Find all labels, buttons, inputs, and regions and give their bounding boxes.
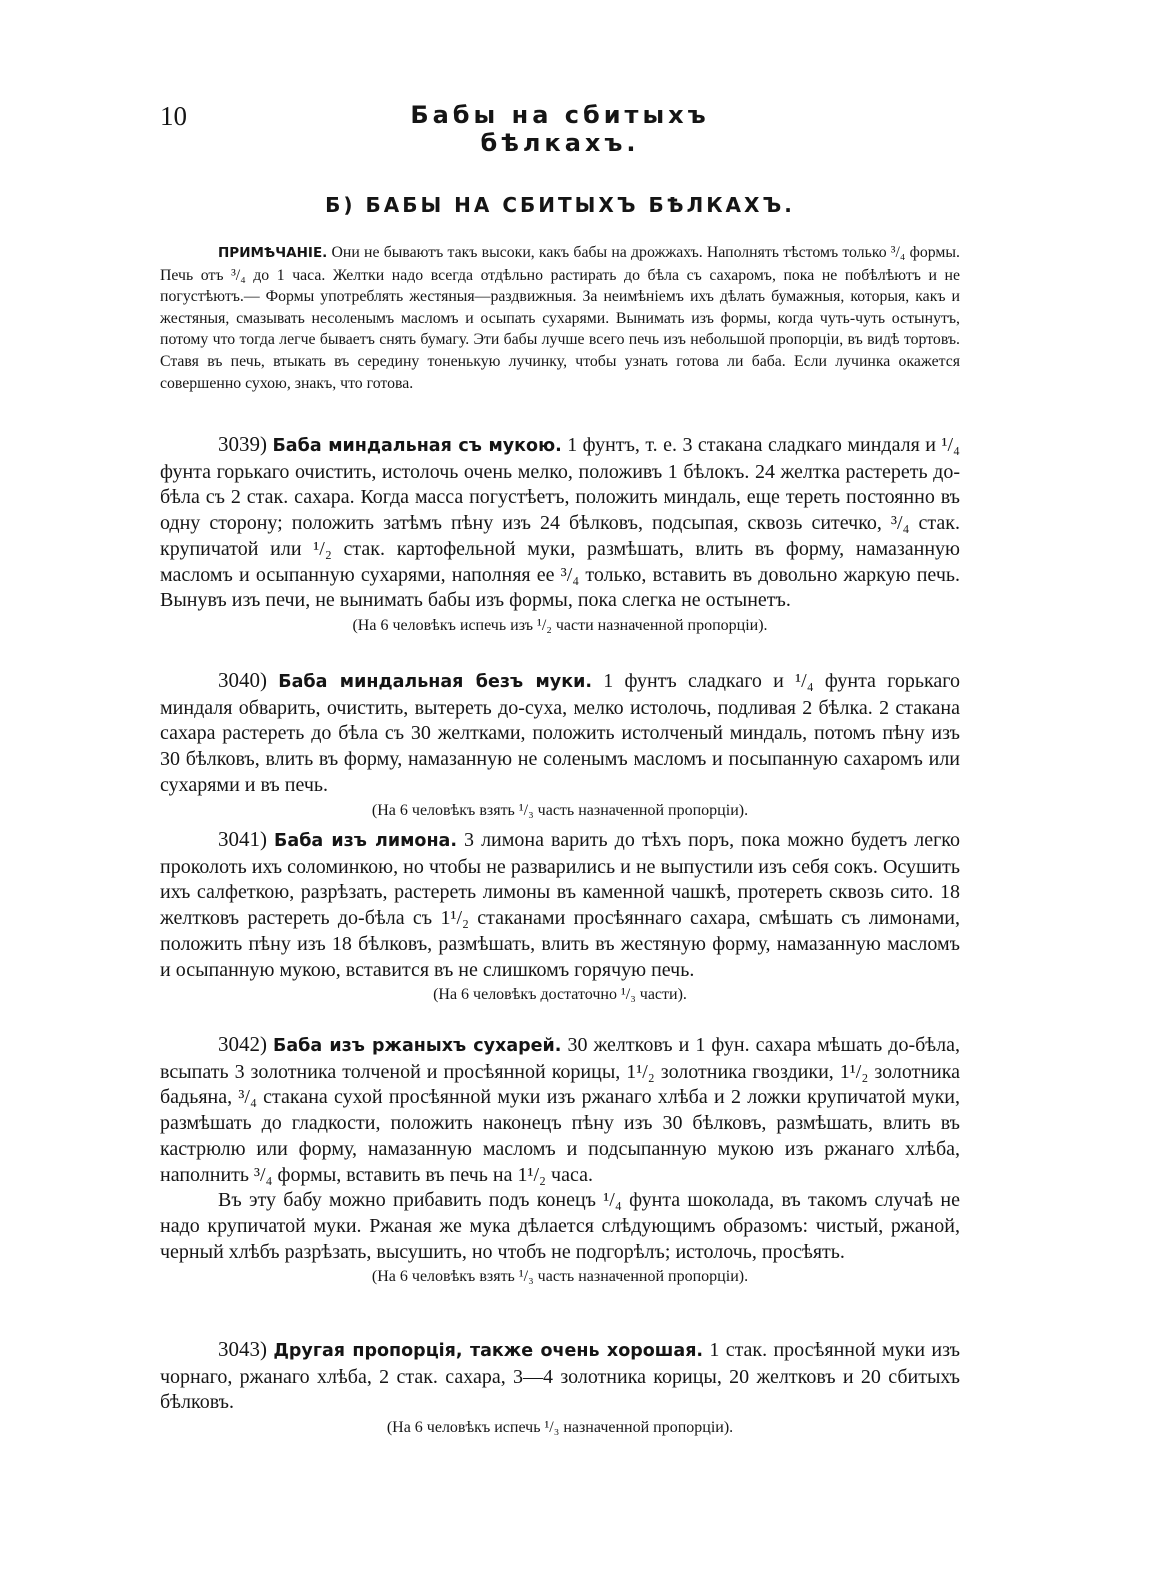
recipe-body bbox=[160, 668, 960, 799]
recipe-3042 bbox=[160, 1032, 960, 1287]
recipe-portion: (На 6 человѣкъ испечь ¹/₃ назначенной пропорціи). bbox=[386, 1419, 734, 1437]
recipe-3041 bbox=[160, 827, 960, 1005]
recipe-text: 1 фунтъ, т. е. 3 стакана сладкаго миндаля и ¹/₄ фунта горькаго очистить, истолочь очень мелко, положивъ 1 бѣлокъ. 24 желтка растереть до-бѣла съ 2 стак. сахара. Когда масса погустѣетъ, положить миндаль, еще тереть постоянно въ одну сторону; положить затѣмъ пѣну изъ 24 бѣлковъ, подсыпая, сквозь ситечко, ³/₄ стак. крупичатой или ¹/₂ стак. картофельной муки, размѣшать, влить въ форму, намазанную масломъ и осыпанную сухарями, наполняя ее ³/₄ только, вставить въ довольно жаркую печь. Вынувъ изъ печи, не вынимать бабы изъ формы, пока слегка не остынетъ. bbox=[160, 434, 961, 612]
recipe-body bbox=[160, 1032, 960, 1188]
recipe-portion: (На 6 человѣкъ взять ¹/₃ часть назначенной пропорціи). bbox=[371, 801, 749, 819]
recipe-title: Другая пропорція, также очень хорошая. bbox=[273, 1341, 704, 1361]
recipe-number: 3039) bbox=[218, 432, 267, 456]
section-title: Б) БАБЫ НА СБИТЫХЪ БѢЛКАХЪ. bbox=[325, 193, 795, 217]
recipe-portion: (На 6 человѣкъ испечь изъ ¹/₂ части назначенной пропорціи). bbox=[352, 616, 768, 634]
note-paragraph bbox=[160, 242, 960, 394]
recipe-number: 3040) bbox=[218, 668, 267, 692]
recipe-body bbox=[160, 1337, 960, 1416]
recipe-body bbox=[160, 827, 960, 983]
recipe-number: 3043) bbox=[218, 1337, 267, 1361]
page-number: 10 bbox=[160, 101, 187, 131]
running-title: Бабы на сбитыхъ бѣлкахъ. bbox=[410, 101, 710, 157]
recipe-title: Баба изъ ржаныхъ сухарей. bbox=[273, 1036, 562, 1056]
recipe-3040 bbox=[160, 668, 960, 821]
recipe-text: 1 стак. просѣянной муки изъ чорнаго, ржанаго хлѣба, 2 стак. сахара, 3—4 золотника корицы, 20 желтковъ и 20 сбитыхъ бѣлковъ. bbox=[160, 1339, 960, 1414]
recipe-text: 3 лимона варить до тѣхъ поръ, пока можно будетъ легко проколоть ихъ соломинкою, но чтобы не разварились и не выпустили изъ себя сокъ. Осушить ихъ салфеткою, разрѣзать, растереть лимоны въ каменной чашкѣ, протереть сквозь сито. 18 желтковъ растереть до-бѣла съ 1¹/₂ стаканами просѣяннаго сахара, смѣшать съ лимонами, положить пѣну изъ 18 бѣлковъ, размѣшать, влить въ жестяную форму, намазанную масломъ и осыпанную мукою, вставится въ не слишкомъ горячую печь. bbox=[160, 829, 961, 981]
note-label: ПРИМѢЧАНІЕ. bbox=[218, 245, 328, 261]
recipe-number: 3042) bbox=[218, 1032, 267, 1056]
recipe-portion: (На 6 человѣкъ взять ¹/₃ часть назначенной пропорціи). bbox=[371, 1268, 749, 1286]
recipe-number: 3041) bbox=[218, 827, 267, 851]
recipe-text: 30 желтковъ и 1 фун. сахара мѣшать до-бѣла, всыпать 3 золотника толченой и просѣянной корицы, 1¹/₂ золотника гвоздики, 1¹/₂ золотника бадьяна, ³/₄ стакана сухой просѣянной муки изъ ржанаго хлѣба и 2 ложки крупичатой муки, размѣшать до гладкости, положить наконецъ пѣну изъ 30 бѣлковъ, размѣшать, влить въ кастрюлю или форму, намазанную масломъ и подсыпанную мукою изъ ржанаго хлѣба, наполнить ³/₄ формы, вставить въ печь на 1¹/₂ часа. bbox=[160, 1034, 960, 1186]
recipe-title: Баба миндальная безъ муки. bbox=[278, 672, 593, 692]
recipe-3043 bbox=[160, 1337, 960, 1438]
note-text: Они не бываютъ такъ высоки, какъ бабы на дрожжахъ. Наполнять тѣстомъ только ³/₄ формы. Печь отъ ³/₄ до 1 часа. Желтки надо всегда отдѣльно растирать до бѣла съ сахаромъ, пока не побѣлѣютъ и не погустѣютъ.— Формы употреблять жестяныя—раздвижныя. За неимѣніемъ ихъ дѣлать бумажныя, которыя, какъ и жестяныя, смазывать несоленымъ масломъ и осыпать сухарями. Вынимать изъ формы, когда чуть-чуть остынутъ, потому что тогда легче бываетъ снять бумагу. Эти бабы лучше всего печь изъ небольшой пропорціи, въ видѣ тортовъ. Ставя въ печь, втыкать въ середину тоненькую лучинку, чтобы узнать готова ли баба. Если лучинка окажется совершенно сухою, знакъ, что готова. bbox=[160, 244, 960, 392]
recipe-3039 bbox=[160, 432, 960, 636]
recipe-text: 1 фунтъ сладкаго и ¹/₄ фунта горькаго миндаля обварить, очистить, вытереть до-суха, мелко истолочь, подливая 2 бѣлка. 2 стакана сахара растереть до бѣла съ 30 желтками, положить истолченый миндаль, потомъ пѣну изъ 30 бѣлковъ, влить въ форму, намазанную не соленымъ масломъ и посыпанную сахаромъ или сухарями и въ печь. bbox=[160, 670, 961, 796]
recipe-extra: Въ эту бабу можно прибавить подъ конецъ ¹/₄ фунта шоколада, въ такомъ случаѣ не надо крупичатой муки. Ржаная же мука дѣлается слѣдующимъ образомъ: чистый, ржаной, черный хлѣбъ разрѣзать, высушить, но чтобъ не подгорѣлъ; истолочь, просѣять. bbox=[160, 1189, 960, 1263]
recipe-title: Баба миндальная съ мукою. bbox=[272, 436, 562, 456]
recipe-portion: (На 6 человѣкъ достаточно ¹/₃ части). bbox=[433, 986, 687, 1004]
recipe-title: Баба изъ лимона. bbox=[274, 831, 458, 851]
recipe-body bbox=[160, 432, 960, 614]
page-header bbox=[160, 101, 960, 157]
